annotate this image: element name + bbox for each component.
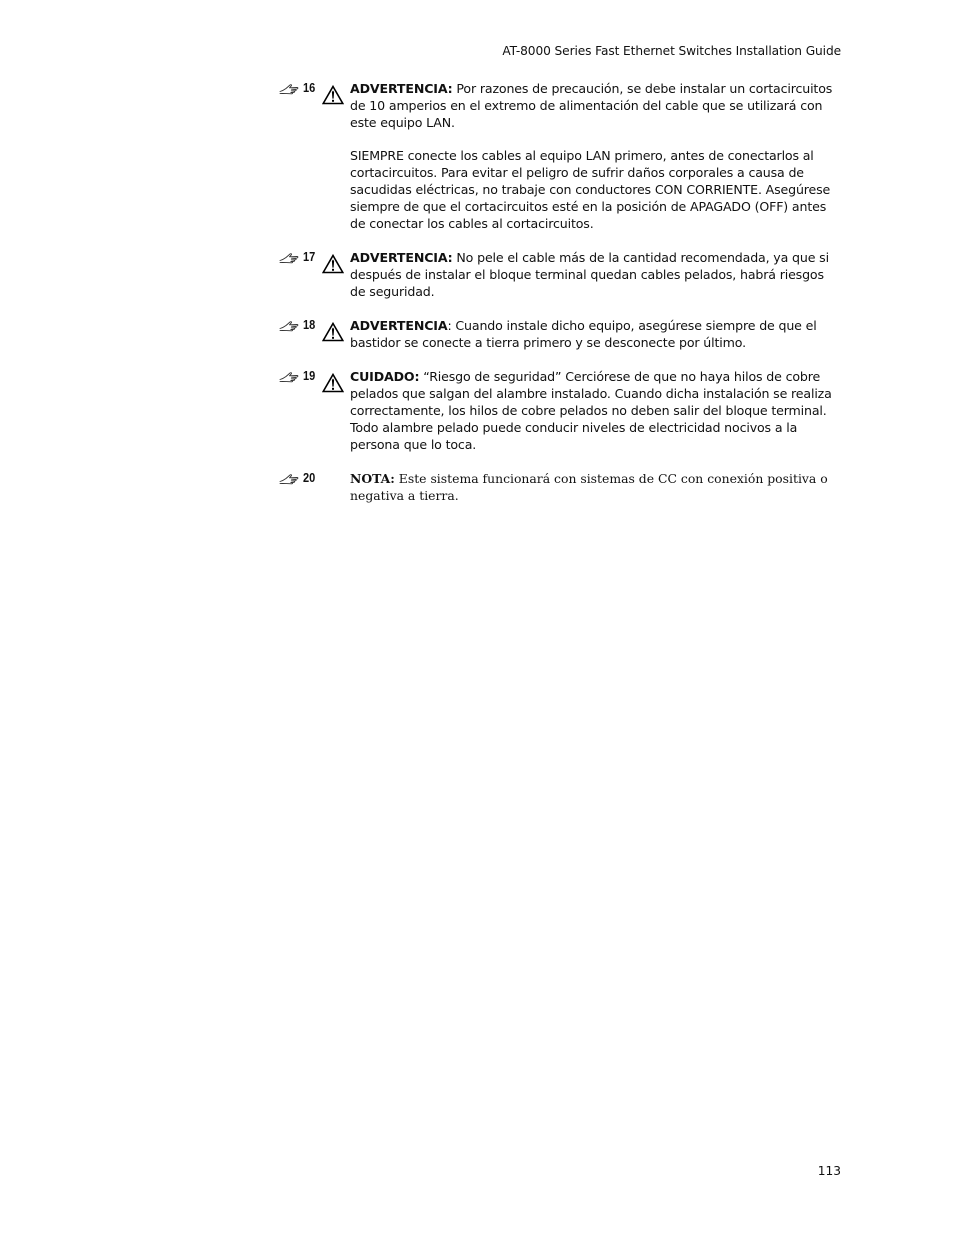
entries-list	[279, 80, 843, 521]
entry-paragraph	[350, 80, 843, 131]
entry-paragraph	[350, 249, 843, 300]
entry-marker	[279, 317, 323, 334]
entry-number: 19	[303, 369, 316, 383]
entry-paragraph	[350, 368, 843, 453]
entry-paragraph	[350, 147, 843, 232]
list-item	[279, 470, 843, 504]
warning-triangle-icon	[322, 85, 344, 105]
list-item	[279, 317, 843, 351]
entry-text: SIEMPRE conecte los cables al equipo LAN primero, antes de conectarlos al cortacircuitos. Para evitar el peligro de sufrir daños corporales a causa de sacudidas eléctricas, no trabaje con conductores CON CORRIENTE. Asegúrese siempre de que el cortacircuitos esté en la posición de APAGADO (OFF) antes de conectar los cables al cortacircuitos.	[350, 148, 831, 231]
entry-marker	[279, 249, 323, 266]
warning-triangle-icon	[322, 373, 344, 393]
list-item	[279, 80, 843, 232]
pointing-hand-icon	[279, 371, 299, 383]
entry-body	[350, 249, 843, 300]
page-header: AT-8000 Series Fast Ethernet Switches Installation Guide	[502, 44, 841, 58]
entry-text: No pele el cable más de la cantidad recomendada, ya que si después de instalar el bloque terminal quedan cables pelados, habrá riesgos de seguridad.	[350, 250, 829, 299]
list-item	[279, 249, 843, 300]
entry-label: ADVERTENCIA:	[350, 81, 453, 96]
entry-label: CUIDADO:	[350, 369, 420, 384]
entry-number: 16	[303, 81, 316, 95]
entry-text: “Riesgo de seguridad” Cerciórese de que no haya hilos de cobre pelados que salgan del alambre instalado. Cuando dicha instalación se realiza correctamente, los hilos de cobre pelados no deben salir del bloque terminal. Todo alambre pelado puede conducir niveles de electricidad nocivos a la persona que lo toca.	[350, 369, 832, 452]
entry-marker	[279, 80, 323, 97]
entry-number: 20	[303, 471, 316, 485]
entry-body	[350, 470, 843, 504]
pointing-hand-icon	[279, 320, 299, 332]
entry-text: Este sistema funcionará con sistemas de CC con conexión positiva o negativa a tierra.	[350, 471, 828, 503]
entry-label: ADVERTENCIA	[350, 318, 448, 333]
entry-paragraph	[350, 317, 843, 351]
entry-paragraph	[350, 470, 843, 504]
entry-label: NOTA:	[350, 471, 395, 486]
entry-label: ADVERTENCIA:	[350, 250, 453, 265]
entry-marker	[279, 368, 323, 385]
page-number: 113	[817, 1164, 841, 1178]
entry-body	[350, 317, 843, 351]
list-item	[279, 368, 843, 453]
entry-body	[350, 368, 843, 453]
entry-text: : Cuando instale dicho equipo, asegúrese siempre de que el bastidor se conecte a tierra primero y se desconecte por último.	[350, 318, 817, 350]
entry-text: Por razones de precaución, se debe instalar un cortacircuitos de 10 amperios en el extremo de alimentación del cable que se utilizará con este equipo LAN.	[350, 81, 833, 130]
entry-body	[350, 80, 843, 232]
warning-triangle-icon	[322, 254, 344, 274]
entry-number: 17	[303, 250, 316, 264]
pointing-hand-icon	[279, 473, 299, 485]
warning-triangle-icon	[322, 322, 344, 342]
entry-number: 18	[303, 318, 316, 332]
pointing-hand-icon	[279, 252, 299, 264]
entry-marker	[279, 470, 323, 487]
pointing-hand-icon	[279, 83, 299, 95]
